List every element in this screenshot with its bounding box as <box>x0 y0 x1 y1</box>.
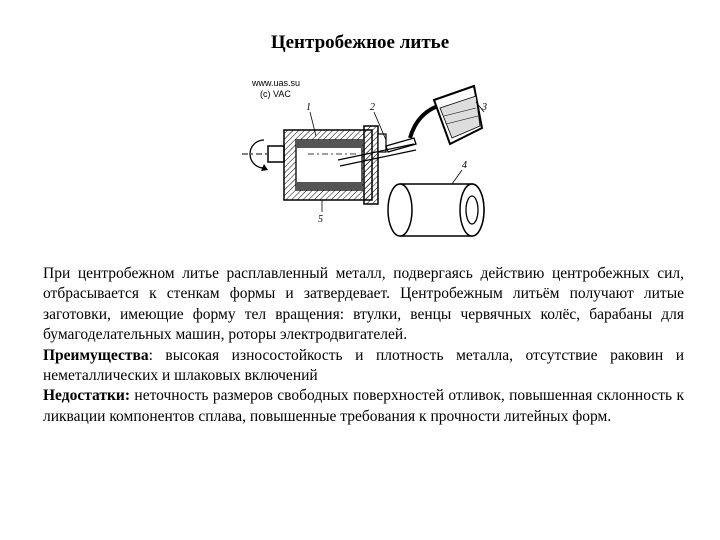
advantages-label: Преимущества <box>43 346 149 364</box>
disadvantages-text: неточность размеров свободных поверхностей отливок, повышенная склонность к ликвации компонентов сплава, повышенные требования к прочности литейных форм. <box>43 387 684 425</box>
rotating-mould <box>284 126 386 204</box>
centrifugal-casting-diagram <box>238 72 500 242</box>
disadvantages-paragraph <box>43 386 684 427</box>
callout-2: 2 <box>370 102 375 113</box>
watermark-line-1: www.uas.su <box>252 78 301 88</box>
cast-bushing <box>388 184 484 236</box>
advantages-text: : высокая износостойкость и плотность металла, отсутствие раковин и неметаллических и шлаковых включений <box>43 346 684 385</box>
callout-4: 4 <box>462 160 467 171</box>
disadvantages-label: Недостатки: <box>43 387 130 405</box>
metal-stream <box>410 106 438 138</box>
callout-1: 1 <box>306 102 311 113</box>
callout-3: 3 <box>482 102 487 113</box>
advantages-paragraph <box>43 346 684 387</box>
watermark-line-2: (c) VAC <box>260 89 291 99</box>
description-text <box>43 264 684 427</box>
drive-shaft <box>242 140 284 171</box>
ladle <box>434 86 482 144</box>
intro-paragraph: При центробежном литье расплавленный металл, подвергаясь действию центробежных сил, отбрасывается к стенкам формы и затвердевает. Центробежным литьём получают литые заготовки, имеющие форму тел вращения: втулки, венцы червячных колёс, барабаны для бумагоделательных машин, роторы электродвигателей. <box>43 265 684 344</box>
callout-5: 5 <box>318 214 323 225</box>
page-title: Центробежное литье <box>270 32 450 53</box>
